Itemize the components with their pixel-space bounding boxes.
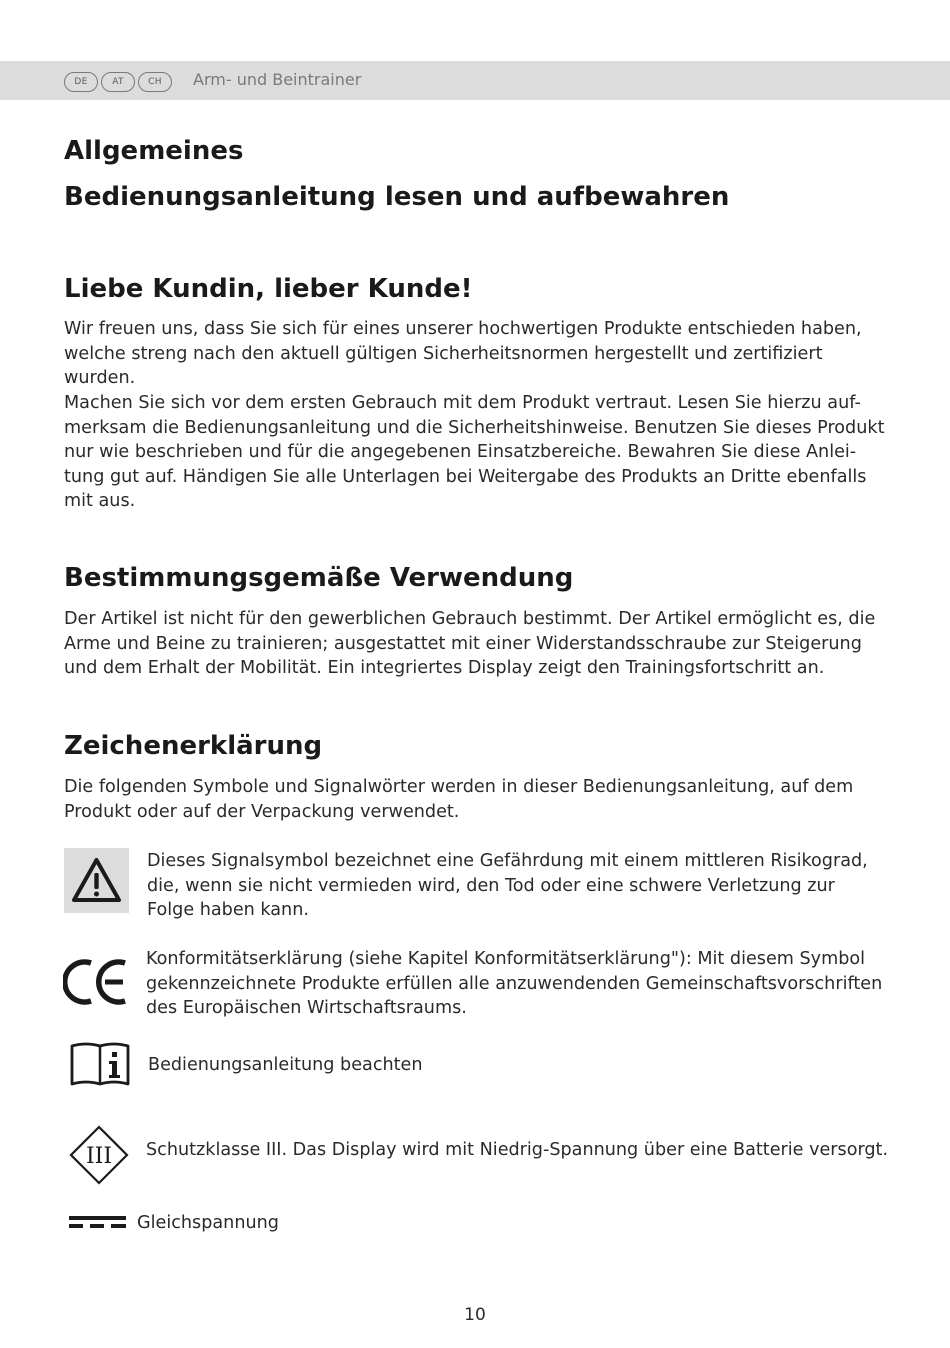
product-title: Arm- und Beintrainer <box>193 70 362 89</box>
ce-description <box>146 947 882 1021</box>
country-badge-at: AT <box>101 72 135 92</box>
paragraph-verwendung <box>64 607 894 681</box>
protection-class-3-icon <box>68 1125 130 1185</box>
text-line: nur wie beschrieben und für die angegebenen Einsatzbereiche. Bewahren Sie diese Anlei- <box>64 442 857 462</box>
text-line: mit aus. <box>64 491 136 511</box>
text-line: tung gut auf. Händigen Sie alle Unterlagen bei Weitergabe des Produkts an Dritte ebenfalls <box>64 466 867 487</box>
protection-class-label: III <box>85 1144 113 1169</box>
direct-current-icon <box>69 1214 127 1230</box>
text-line: die, wenn sie nicht vermieden wird, den Tod oder eine schwere Verletzung zur <box>147 875 835 896</box>
text-line: Die folgenden Symbole und Signalwörter werden in dieser Bedienungsanleitung, auf dem <box>64 777 854 797</box>
text-line: gekennzeichnete Produkte erfüllen alle anzuwendenden Gemeinschaftsvorschriften <box>146 973 883 994</box>
country-badge-ch: CH <box>138 72 172 92</box>
running-header <box>0 61 950 100</box>
country-badges <box>64 72 172 92</box>
text-line: merksam die Bedienungsanleitung und die Sicherheitshinweise. Benutzen Sie dieses Produkt <box>64 417 885 438</box>
paragraph-zeichen <box>64 775 894 824</box>
text-line: Machen Sie sich vor dem ersten Gebrauch mit dem Produkt vertraut. Lesen Sie hierzu auf- <box>64 393 861 413</box>
text-line: Dieses Signalsymbol bezeichnet eine Gefährdung mit einem mittleren Risikograd, <box>147 851 868 871</box>
heading-anleitung: Bedienungsanleitung lesen und aufbewahren <box>64 182 730 212</box>
heading-allgemeines: Allgemeines <box>64 136 244 166</box>
ce-mark-icon <box>63 958 129 1006</box>
warning-symbol-box <box>64 848 129 913</box>
text-line: Der Artikel ist nicht für den gewerblichen Gebrauch bestimmt. Der Artikel ermöglicht es, die <box>64 609 876 629</box>
paragraph-intro <box>64 317 894 391</box>
text-line: Konformitätserklärung (siehe Kapitel Konformitätserklärung"): Mit diesem Symbol <box>146 949 866 969</box>
text-line: Wir freuen uns, dass Sie sich für eines unserer hochwertigen Produkte entschieden haben, <box>64 319 862 339</box>
text-line: und dem Erhalt der Mobilität. Ein integriertes Display zeigt den Trainingsfortschritt an. <box>64 658 825 678</box>
paragraph-gebrauch <box>64 391 894 514</box>
text-line: des Europäischen Wirtschaftsraums. <box>146 998 467 1018</box>
warning-triangle-icon <box>64 848 129 913</box>
country-badge-de: DE <box>64 72 98 92</box>
dc-description: Gleichspannung <box>137 1213 279 1233</box>
warning-description <box>147 849 868 923</box>
heading-zeichenerklaerung: Zeichenerklärung <box>64 731 323 761</box>
protection-class-description: Schutzklasse III. Das Display wird mit Niedrig-Spannung über eine Batterie versorgt. <box>146 1140 889 1160</box>
text-line: Produkt oder auf der Verpackung verwendet. <box>64 801 460 822</box>
text-line: welche streng nach den aktuell gültigen Sicherheitsnormen hergestellt und zertifiziert wurden. <box>64 343 823 388</box>
heading-kunde: Liebe Kundin, lieber Kunde! <box>64 274 473 304</box>
manual-description: Bedienungsanleitung beachten <box>148 1055 423 1075</box>
text-line: Folge haben kann. <box>147 900 309 920</box>
text-line: Arme und Beine zu trainieren; ausgestattet mit einer Widerstandsschraube zur Steigerung <box>64 633 862 654</box>
page-number: 10 <box>464 1305 486 1325</box>
heading-verwendung: Bestimmungsgemäße Verwendung <box>64 563 574 593</box>
manual-book-icon <box>69 1042 131 1088</box>
